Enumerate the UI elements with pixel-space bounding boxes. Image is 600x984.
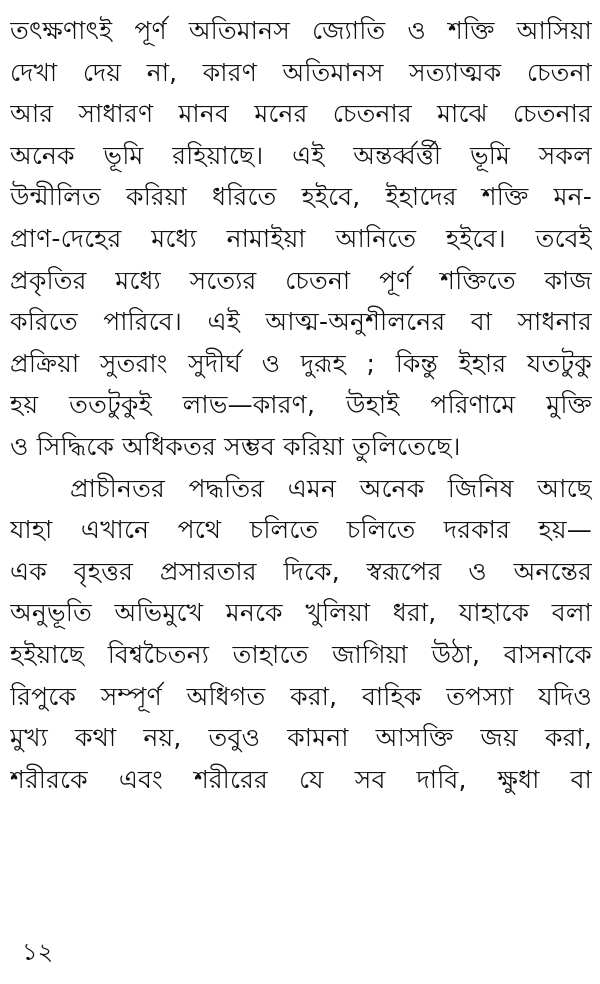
text-line: করিতে পারিবে। এই আত্ম-অনুশীলনের বা সাধনার bbox=[10, 307, 592, 337]
text-line: অনুভূতি অভিমুখে মনকে খুলিয়া ধরা, যাহাকে বলা bbox=[10, 598, 592, 628]
paragraph-2 bbox=[10, 468, 592, 801]
text-line: তৎক্ষণাৎই পূর্ণ অতিমানস জ্যোতি ও শক্তি আসিয়া bbox=[10, 16, 592, 45]
text-line: আর সাধারণ মানব মনের চেতনার মাঝে চেতনার bbox=[10, 99, 592, 129]
text-line: অনেক ভূমি রহিয়াছে। এই অন্তর্ব্বর্ত্তী ভূমি সকল bbox=[10, 140, 592, 170]
text-line: প্রকৃতির মধ্যে সত্যের চেতনা পূর্ণ শক্তিতে কাজ bbox=[10, 265, 592, 295]
text-line: হইয়াছে বিশ্বচৈতন্য তাহাতে জাগিয়া উঠা, বাসনাকে bbox=[10, 639, 592, 669]
text-line: প্রক্রিয়া সুতরাং সুদীর্ঘ ও দুরূহ ; কিন্তু ইহার যতটুকু bbox=[10, 348, 592, 378]
paragraph-1 bbox=[10, 10, 592, 468]
text-line: এক বৃহত্তর প্রসারতার দিকে, স্বরূপের ও অনন্তের bbox=[10, 556, 592, 586]
text-line: ও সিদ্ধিকে অধিকতর সম্ভব করিয়া তুলিতেছে। bbox=[10, 431, 461, 461]
body-text bbox=[10, 10, 592, 800]
text-line: প্রাচীনতর পদ্ধতির এমন অনেক জিনিষ আছে bbox=[70, 473, 592, 503]
text-line: যাহা এখানে পথে চলিতে চলিতে দরকার হয়— bbox=[10, 515, 592, 545]
text-line: রিপুকে সম্পূর্ণ অধিগত করা, বাহিক তপস্যা যদিও bbox=[10, 681, 592, 711]
text-line: প্রাণ-দেহের মধ্যে নামাইয়া আনিতে হইবে। তবেই bbox=[10, 223, 592, 253]
text-line: দেখা দেয় না, কারণ অতিমানস সত্যাত্মক চেতনা bbox=[10, 57, 592, 87]
text-line: শরীরকে এবং শরীরের যে সব দাবি, ক্ষুধা বা bbox=[10, 764, 592, 794]
text-line: মুখ্য কথা নয়, তবুও কামনা আসক্তি জয় করা, bbox=[10, 723, 592, 753]
text-line: হয় ততটুকুই লাভ—কারণ, উহাই পরিণামে মুক্তি bbox=[10, 390, 592, 420]
page-number: ১২ bbox=[22, 938, 54, 966]
text-line: উন্মীলিত করিয়া ধরিতে হইবে, ইহাদের শক্তি মন- bbox=[10, 182, 592, 212]
